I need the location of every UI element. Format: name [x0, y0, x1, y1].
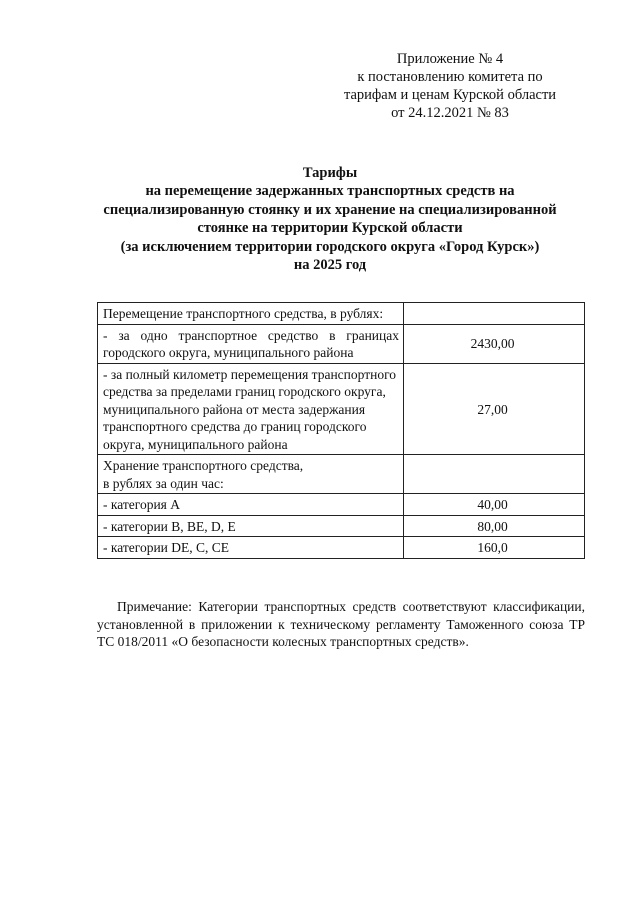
annex-number: Приложение № 4 — [396, 51, 504, 67]
title-line-4: стоянке на территории Курской области — [197, 220, 463, 237]
title-line-2: на перемещение задержанных транспортных средств на — [145, 183, 515, 200]
row-value: 27,00 — [404, 363, 585, 455]
table-row — [98, 494, 585, 516]
table-row — [98, 324, 585, 363]
title-line-6: на 2025 год — [293, 257, 367, 274]
row-label: - категории DE, C, CE — [98, 537, 404, 559]
storage-header-line-2: в рублях за один час: — [103, 475, 224, 491]
row-value: 40,00 — [404, 494, 585, 516]
table-row — [98, 303, 585, 325]
annex-resolution: к постановлению комитета по — [357, 69, 543, 85]
empty-value-cell — [404, 303, 585, 325]
row-label: - за одно транспортное средство в границах городского округа, муниципального района — [98, 324, 404, 363]
row-value: 2430,00 — [404, 324, 585, 363]
table-row — [98, 537, 585, 559]
annex-authority: тарифам и ценам Курской области — [343, 87, 557, 103]
storage-header-line-1: Хранение транспортного средства, — [103, 458, 304, 473]
row-label: - категория A — [98, 494, 404, 516]
table-row — [98, 363, 585, 455]
table-row — [98, 455, 585, 494]
title-line-1: Тарифы — [302, 165, 358, 181]
annex-date-number: от 24.12.2021 № 83 — [391, 105, 509, 121]
annex-reference — [320, 50, 580, 122]
document-title — [60, 164, 600, 274]
row-value: 80,00 — [404, 515, 585, 537]
tariffs-table — [97, 302, 585, 559]
storage-header-cell — [98, 455, 404, 494]
title-line-3: специализированную стоянку и их хранение на специализированной — [103, 201, 557, 218]
row-value: 160,0 — [404, 537, 585, 559]
title-line-5: (за исключением территории городского округа «Город Курск») — [120, 238, 540, 255]
empty-value-cell — [404, 455, 585, 494]
row-label: - категории B, BE, D, E — [98, 515, 404, 537]
transport-header-cell: Перемещение транспортного средства, в рублях: — [98, 303, 404, 325]
table-row — [98, 515, 585, 537]
note-paragraph: Примечание: Категории транспортных средств соответствуют классификации, установленной в приложении к техническому регламенту Таможенного союза ТР ТС 018/2011 «О безопасности колесных транспортных средств». — [97, 599, 585, 649]
row-label: - за полный километр перемещения транспортного средства за пределами границ городского округа, муниципального района от места задержания транспортного средства до границ городского округа, муниципального района — [98, 363, 404, 455]
